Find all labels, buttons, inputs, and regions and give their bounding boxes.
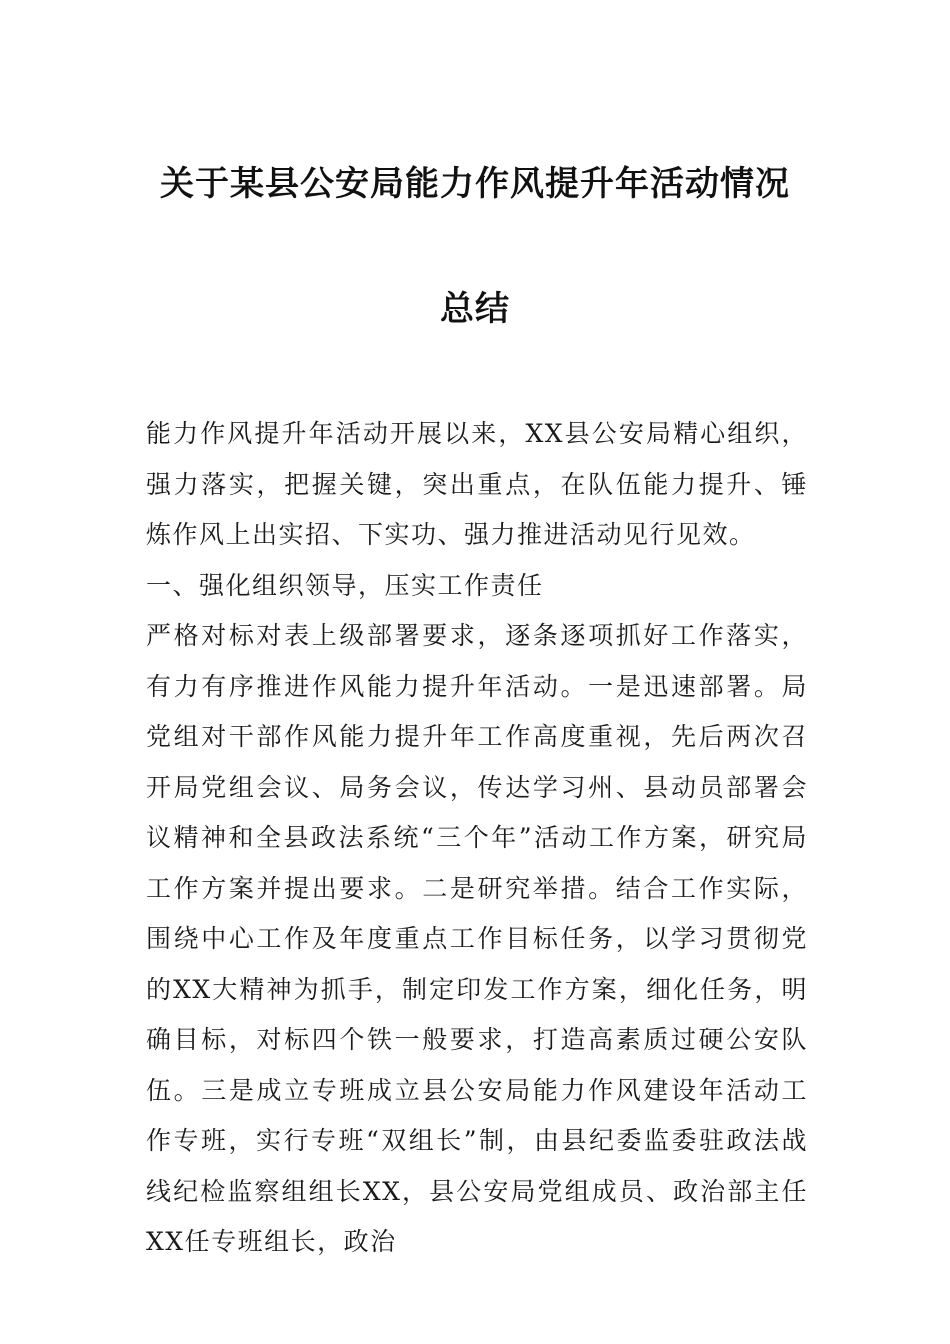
intro-paragraph: 能力作风提升年活动开展以来，XX县公安局精心组织，强力落实，把握关键，突出重点，在队伍能力提升、锤炼作风上出实招、下实功、强力推进活动见行见效。 (146, 419, 808, 549)
document-title-line-1: 关于某县公安局能力作风提升年活动情况 (160, 164, 790, 204)
document-title-line-2: 总结 (440, 289, 510, 329)
section-heading-1: 一、强化组织领导，压实工作责任 (146, 570, 544, 600)
section-1-paragraph: 严格对标对表上级部署要求，逐条逐项抓好工作落实，有力有序推进作风能力提升年活动。一是迅速部署。局党组对干部作风能力提升年工作高度重视，先后两次召开局党组会议、局务会议，传达学习州、县动员部署会议精神和全县政法系统“三个年”活动工作方案，研究局工作方案并提出要求。二是研究举措。结合工作实际，围绕中心工作及年度重点工作目标任务，以学习贯彻党的XX大精神为抓手，制定印发工作方案，细化任务，明确目标，对标四个铁一般要求，打造高素质过硬公安队伍。三是成立专班成立县公安局能力作风建设年活动工作专班，实行专班“双组长”制，由县纪委监委驻政法战线纪检监察组组长XX，县公安局党组成员、政治部主任XX任专班组长，政治 (146, 621, 808, 1256)
document-body (146, 409, 808, 1268)
